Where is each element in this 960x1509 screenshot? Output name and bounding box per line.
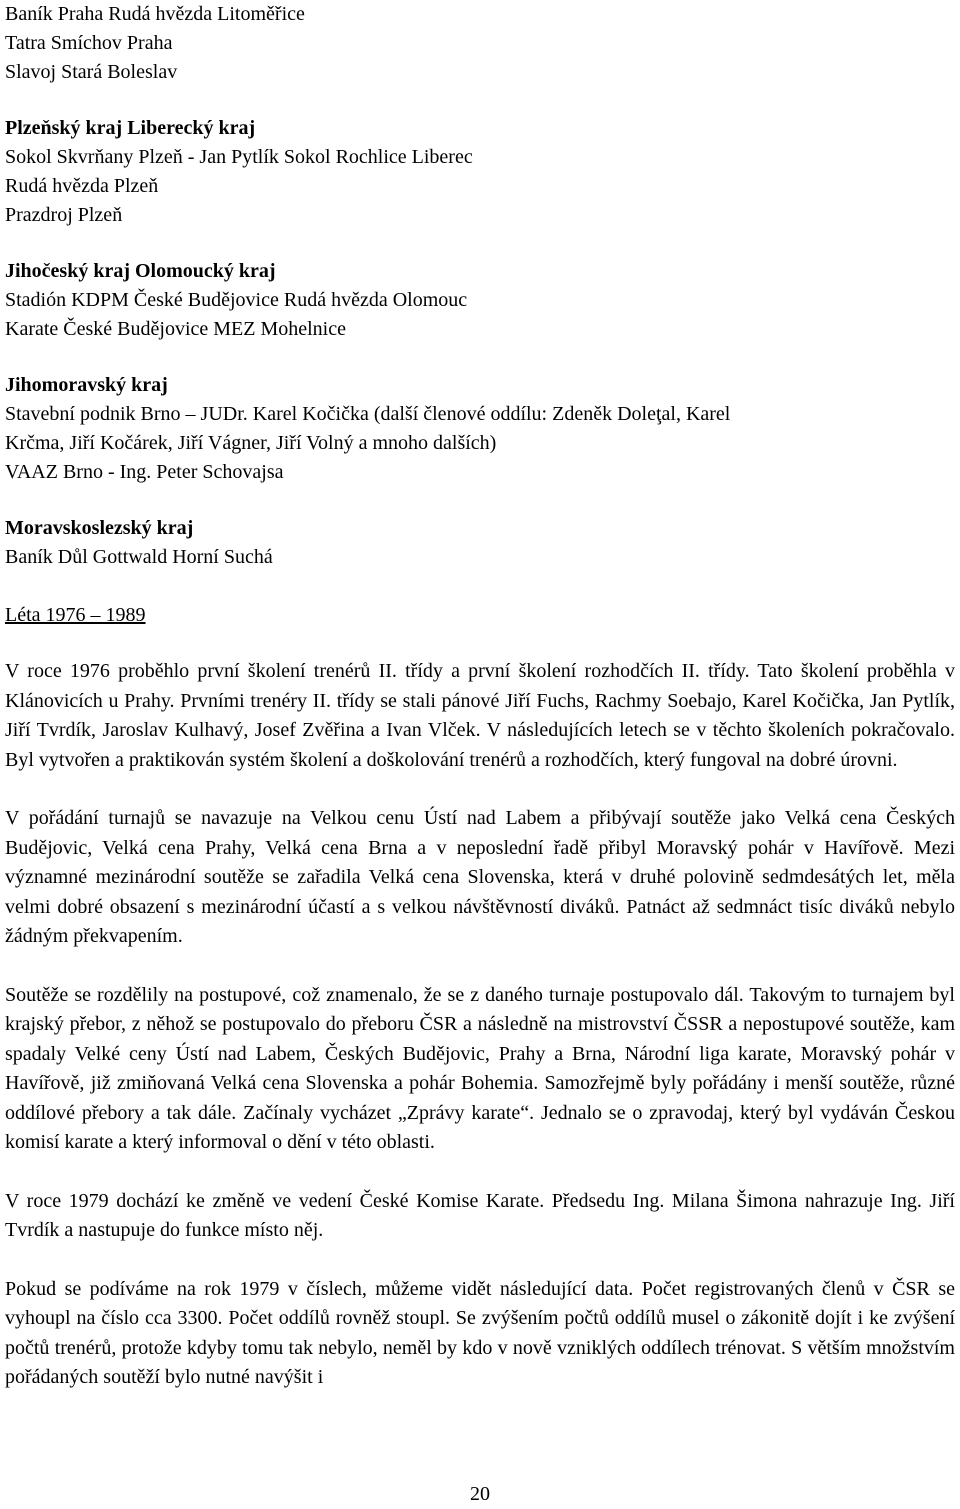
region-heading-moravskoslezsky: Moravskoslezský kraj	[5, 517, 194, 539]
club-line: Prazdroj Plzeň	[5, 204, 123, 226]
club-line: Baník Praha Rudá hvězda Litoměřice	[5, 3, 305, 25]
club-line: Rudá hvězda Plzeň	[5, 175, 159, 197]
club-line: Karate České Budějovice MEZ Mohelnice	[5, 318, 346, 340]
paragraph: Pokud se podíváme na rok 1979 v číslech, můžeme vidět následující data. Počet registrovaných členů v ČSR se vyhoupl na číslo cca 3300. Počet oddílů rovněž stoupl. Se zvýšením počtů oddílů musel o zákonitě dojít i ke zvýšení počtů trenérů, protože kdyby tomu tak nebylo, neměl by kdo v nově vzniklých oddílech trénovat. S větším množstvím pořádaných soutěží bylo nutné navýšit i	[5, 1277, 955, 1388]
page-number: 20	[470, 1483, 490, 1505]
document-page	[5, 0, 955, 1393]
region-heading-jihocesky-olomoucky: Jihočeský kraj Olomoucký kraj	[5, 260, 276, 282]
region-heading-jihomoravsky: Jihomoravský kraj	[5, 374, 168, 396]
club-line: Sokol Skvrňany Plzeň - Jan Pytlík Sokol Rochlice Liberec	[5, 146, 473, 168]
club-line: Slavoj Stará Boleslav	[5, 61, 178, 83]
club-line: VAAZ Brno - Ing. Peter Schovajsa	[5, 461, 284, 483]
paragraph: Soutěže se rozdělily na postupové, což znamenalo, že se z daného turnaje postupovalo dál. Takovým to turnajem byl krajský přebor, z něhož se postupovalo do přeboru ČSR a následně na mistrovství ČSSR a nepostupové soutěže, kam spadaly Velké ceny Ústí nad Labem, Českých Budějovic, Prahy a Brna, Národní liga karate, Moravský pohár v Havířově, již zmiňovaná Velká cena Slovenska a pohár Bohemia. Samozřejmě byly pořádány i menší soutěže, různé oddílové přebory a tak dále. Začínaly vycházet „Zprávy karate“. Jednalo se o zpravodaj, který byl vydáván Českou komisí karate a který informoval o dění v této oblasti.	[5, 983, 955, 1153]
paragraph: V roce 1979 dochází ke změně ve vedení České Komise Karate. Předsedu Ing. Milana Šimona nahrazuje Ing. Jiří Tvrdík a nastupuje do funkce místo něj.	[5, 1189, 955, 1241]
paragraph: V pořádání turnajů se navazuje na Velkou cenu Ústí nad Labem a přibývají soutěže jako Velká cena Českých Budějovic, Velká cena Prahy, Velká cena Brna a v neposlední řadě přibyl Moravský pohár v Havířově. Mezi významné mezinárodní soutěže se zařadila Velká cena Slovenska, která v druhé polovině sedmdesátých let, měla velmi dobré obsazení s mezinárodní účastí a s velkou návštěvností diváků. Patnáct až sedmnáct tisíc diváků nebylo žádným překvapením.	[5, 807, 955, 947]
club-line: Stadión KDPM České Budějovice Rudá hvězda Olomouc	[5, 289, 468, 311]
club-line: Stavební podnik Brno – JUDr. Karel Kočička (další členové oddílu: Zdeněk Doleţal, Karel	[5, 403, 731, 425]
region-heading-plzen-liberec: Plzeňský kraj Liberecký kraj	[5, 117, 256, 139]
club-line: Krčma, Jiří Kočárek, Jiří Vágner, Jiří Volný a mnoho dalších)	[5, 432, 497, 454]
section-title: Léta 1976 – 1989	[5, 604, 146, 626]
club-line: Baník Důl Gottwald Horní Suchá	[5, 546, 273, 568]
paragraph: V roce 1976 proběhlo první školení trenérů II. třídy a první školení rozhodčích II. třídy. Tato školení proběhla v Klánovicích u Prahy. Prvními trenéry II. třídy se stali pánové Jiří Fuchs, Rachmy Soebajo, Karel Kočička, Jan Pytlík, Jiří Tvrdík, Jaroslav Kulhavý, Josef Zvěřina a Ivan Vlček. V následujících letech se v těchto školeních pokračovalo. Byl vytvořen a praktikován systém školení a doškolování trenérů a rozhodčích, který fungoval na dobré úrovni.	[5, 660, 955, 771]
club-line: Tatra Smíchov Praha	[5, 32, 173, 54]
